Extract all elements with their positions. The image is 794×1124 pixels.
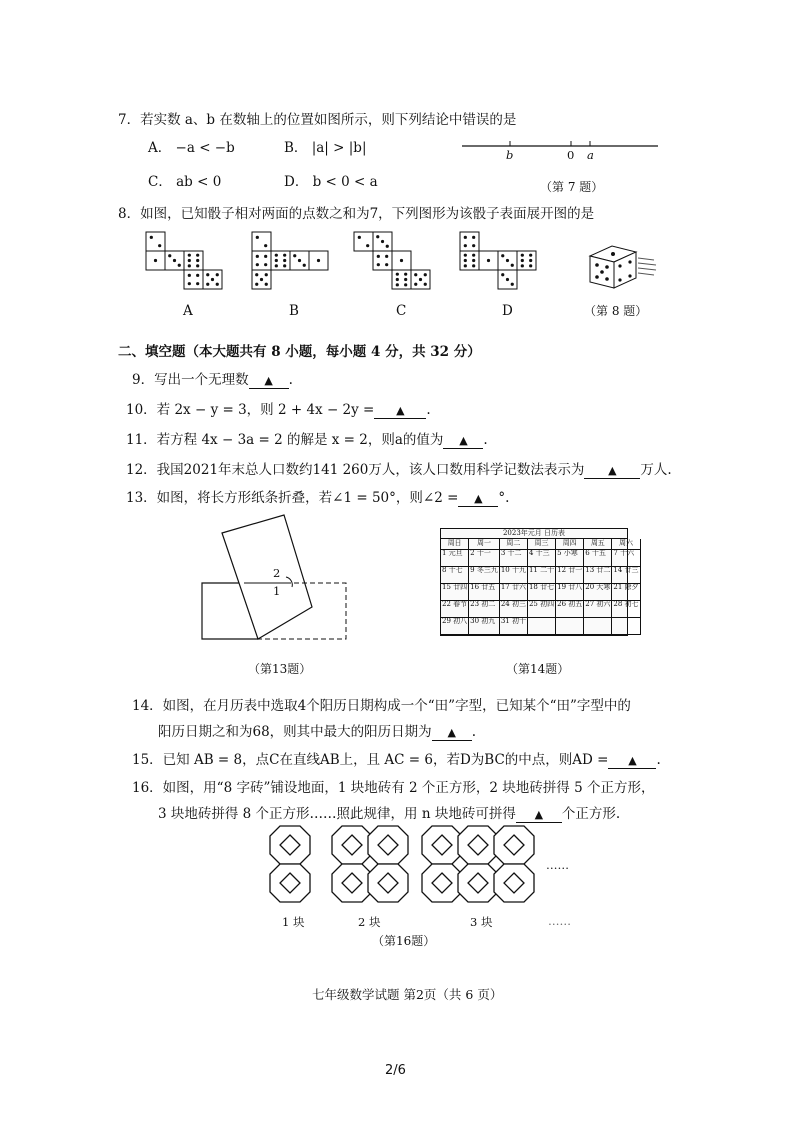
tile-label-3: 3 块 [470, 915, 493, 929]
tile-octagon [458, 864, 498, 902]
calendar-day-cell: 5 小寒 [556, 550, 584, 567]
q11-text: 11．若方程 4x − 3a = 2 的解是 x = 2，则a的值为 [126, 432, 444, 448]
q16-answer-blank: ▲ [516, 806, 562, 823]
calendar-day-cell: 10 十九 [500, 567, 528, 584]
q13-text: 13．如图，将长方形纸条折叠，若∠1 = 50°，则∠2 = [126, 490, 459, 506]
calendar-day-cell: 27 初六 [584, 601, 612, 618]
q10-text: 10．若 2x − y = 3，则 2 + 4x − 2y = [126, 402, 375, 418]
q11-answer-blank: ▲ [443, 432, 483, 449]
calendar-header-cell: 周一 [469, 539, 500, 549]
tile-label-1: 1 块 [282, 915, 305, 929]
q8-label-a: A [183, 303, 193, 319]
q11-line: 11．若方程 4x − 3a = 2 的解是 x = 2，则a的值为 ▲ . [126, 432, 488, 448]
q13-line: 13．如图，将长方形纸条折叠，若∠1 = 50°，则∠2 = ▲ °. [126, 490, 510, 506]
calendar-day-cell: 20 大寒 [584, 584, 612, 601]
calendar-header-cell: 周二 [500, 539, 528, 549]
tile-octagon [368, 826, 408, 864]
q7-option-a: A． −a < −b [148, 140, 235, 156]
calendar-day-cell: 21 除夕 [612, 584, 640, 601]
q7-option-b: B． |a| > |b| [284, 140, 367, 156]
calendar-header-cell: 周日 [441, 539, 469, 549]
calendar-header-cell: 周五 [584, 539, 612, 549]
calendar-day-cell: 3 十二 [500, 550, 528, 567]
tile-label-2: 2 块 [358, 915, 381, 929]
q16-text: 3 块地砖拼得 8 个正方形……照此规律，用 n 块地砖可拼得 [158, 806, 516, 822]
fig16-caption: （第16题） [372, 934, 436, 948]
calendar-day-cell: 7 十六 [612, 550, 640, 567]
calendar-day-cell: 12 廿一 [556, 567, 584, 584]
tile-octagon [270, 864, 310, 902]
tile-octagon [494, 864, 534, 902]
tile-octagon [422, 826, 462, 864]
calendar-day-cell: 13 廿二 [584, 567, 612, 584]
calendar-day-cell: 2 十一 [469, 550, 500, 567]
calendar-day-cell: 9 冬三九 [469, 567, 500, 584]
q15-answer-blank: ▲ [608, 752, 656, 769]
tile-octagon [332, 864, 372, 902]
q16-line1: 16．如图，用“8 字砖”铺设地面，1 块地砖有 2 个正方形，2 块地砖拼得 5 个正方形， [132, 780, 655, 796]
axis-label-b: b [506, 148, 514, 162]
tiles-ellipsis-bottom: …… [548, 914, 571, 928]
calendar-day-cell: 8 十七 [441, 567, 469, 584]
q14-text: 阳历日期之和为68，则其中最大的阳历日期为 [158, 724, 432, 740]
q7-caption: （第 7 题） [540, 180, 604, 194]
calendar-header-cell: 周四 [556, 539, 584, 549]
fig14-caption: （第14题） [506, 662, 570, 676]
calendar-day-cell: 29 初八 [441, 618, 469, 635]
calendar-day-cell: 19 廿八 [556, 584, 584, 601]
q14-answer-blank: ▲ [432, 724, 472, 741]
q14-line2: 阳历日期之和为68，则其中最大的阳历日期为 ▲ . [158, 724, 476, 740]
q7-option-d: D． b < 0 < a [284, 174, 378, 190]
q9-text: 9．写出一个无理数 [132, 372, 249, 388]
calendar-day-cell: 16 廿五 [469, 584, 500, 601]
calendar-day-cell: 4 十三 [528, 550, 556, 567]
q8-label-d: D [502, 303, 513, 319]
calendar-day-cell: 11 二十 [528, 567, 556, 584]
q13-answer-blank: ▲ [458, 490, 498, 507]
q8-label-b: B [289, 303, 299, 319]
calendar-day-cell: 26 初五 [556, 601, 584, 618]
calendar-day-cell: 25 初四 [528, 601, 556, 618]
calendar-day-cell: 22 春节 [441, 601, 469, 618]
calendar-day-cell: 6 十五 [584, 550, 612, 567]
q12-answer-blank: ▲ [584, 462, 640, 479]
tile-octagon [368, 864, 408, 902]
angle-2-label: 2 [273, 566, 281, 580]
calendar-day-cell: 31 初十 [500, 618, 528, 635]
tile-octagon [270, 826, 310, 864]
q15-line: 15．已知 AB = 8，点C在直线AB上，且 AC = 6，若D为BC的中点，则AD = ▲ . [132, 752, 661, 768]
q12-line: 12．我国2021年末总人口数约141 260万人，该人口数用科学记数法表示为 ▲ 万人. [126, 462, 672, 478]
calendar-day-cell: 30 初九 [469, 618, 500, 635]
tile-octagon [422, 864, 462, 902]
calendar-day-cell: 15 廿四 [441, 584, 469, 601]
q9-answer-blank: ▲ [249, 372, 289, 389]
q16-line2: 3 块地砖拼得 8 个正方形……照此规律，用 n 块地砖可拼得 ▲ 个正方形. [158, 806, 621, 822]
q8-label-c: C [396, 303, 407, 319]
calendar-day-cell: 17 廿六 [500, 584, 528, 601]
page-footer: 七年级数学试题 第2页（共 6 页） [312, 987, 503, 1002]
q14-line1: 14．如图，在月历表中选取4个阳历日期构成一个“田”字型，已知某个“田”字型中的 [132, 698, 631, 714]
q12-text: 12．我国2021年末总人口数约141 260万人，该人口数用科学记数法表示为 [126, 462, 585, 478]
axis-label-a: a [587, 148, 594, 162]
page-counter: 2/6 [385, 1063, 406, 1078]
calendar-day-cell: 18 廿七 [528, 584, 556, 601]
q7-text: 7．若实数 a、b 在数轴上的位置如图所示，则下列结论中错误的是 [118, 112, 517, 128]
q7-option-c: C． ab < 0 [148, 174, 222, 190]
calendar-header-cell: 周六 [612, 539, 640, 549]
q9-line: 9．写出一个无理数 ▲ . [132, 372, 293, 388]
section-2-heading: 二、填空题（本大题共有 8 小题，每小题 4 分，共 32 分） [118, 344, 481, 360]
tile-octagon [458, 826, 498, 864]
calendar-title: 2023年元月 日历表 [441, 529, 627, 539]
q15-text: 15．已知 AB = 8，点C在直线AB上，且 AC = 6，若D为BC的中点，则AD = [132, 752, 609, 768]
q10-answer-blank: ▲ [374, 402, 426, 419]
calendar-day-cell: 1 元旦 [441, 550, 469, 567]
tile-octagon [332, 826, 372, 864]
fig13-caption: （第13题） [248, 662, 312, 676]
calendar-header-cell: 周三 [528, 539, 556, 549]
axis-label-0: 0 [567, 148, 575, 162]
q8-text: 8．如图，已知骰子相对两面的点数之和为7，下列图形为该骰子表面展开图的是 [118, 206, 595, 222]
calendar-day-cell: 14 廿三 [612, 567, 640, 584]
calendar-day-cell: 28 初七 [612, 601, 640, 618]
tile-octagon [494, 826, 534, 864]
q8-caption: （第 8 题） [584, 304, 648, 318]
angle-1-label: 1 [273, 584, 281, 598]
calendar-day-cell: 23 初二 [469, 601, 500, 618]
tiles-ellipsis-top: …… [546, 858, 569, 872]
calendar-day-cell: 24 初三 [500, 601, 528, 618]
q10-line: 10．若 2x − y = 3，则 2 + 4x − 2y = ▲ . [126, 402, 431, 418]
